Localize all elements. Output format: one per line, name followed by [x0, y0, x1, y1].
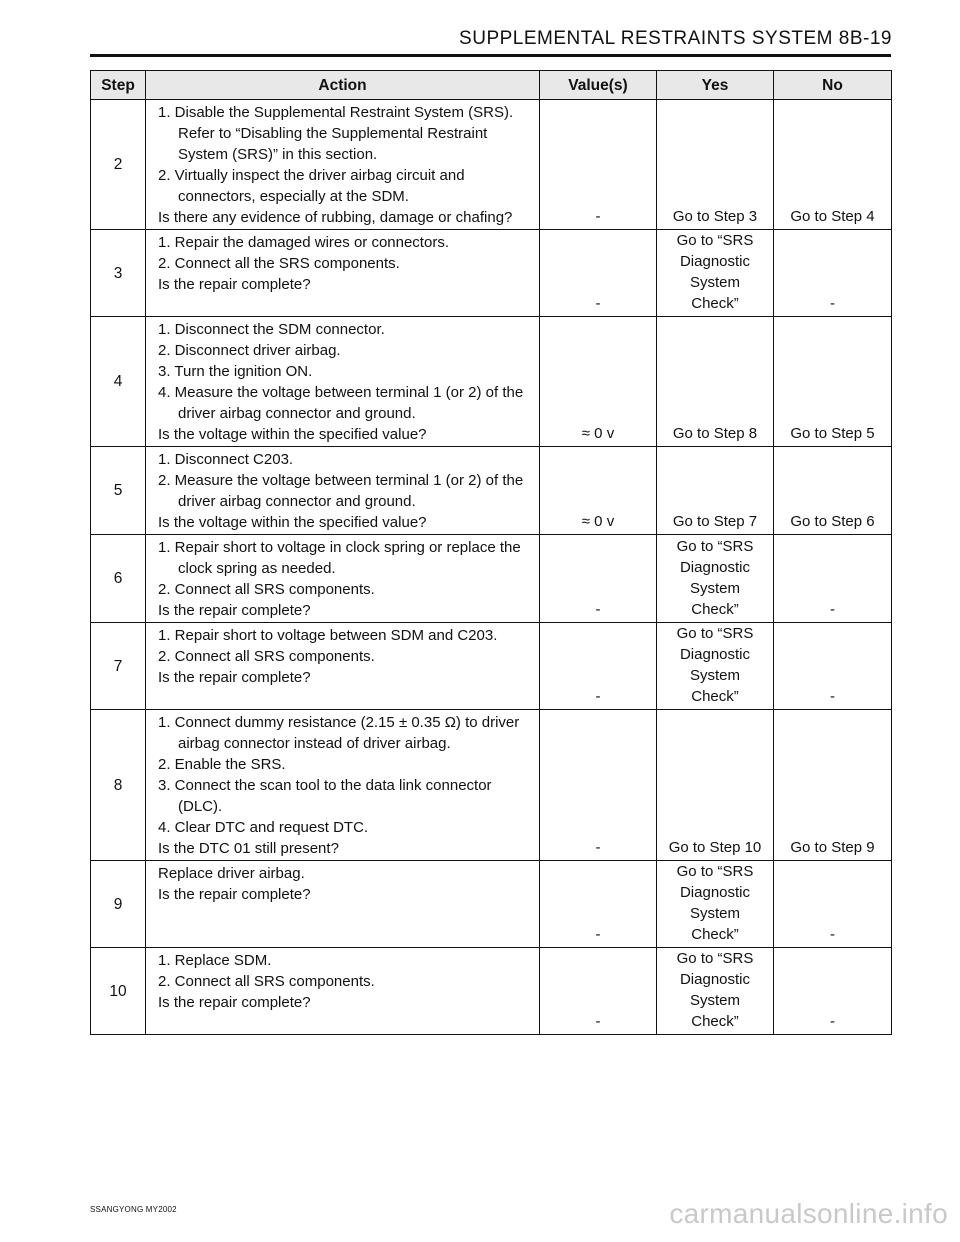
column-header-yes: Yes [657, 71, 774, 100]
table-row [91, 623, 892, 710]
action-item: 1. Repair short to voltage in clock spring or replace the clock spring as needed. [158, 539, 521, 577]
action-item: 2. Connect all SRS components. [158, 648, 375, 665]
value-cell: - [540, 948, 657, 1035]
action-question: Is the voltage within the specified value? [158, 426, 427, 443]
value-cell: - [540, 861, 657, 948]
action-cell [146, 100, 540, 230]
action-item: 2. Disconnect driver airbag. [158, 342, 341, 359]
table-row [91, 535, 892, 623]
yes-outcome: Go to “SRS Diagnostic System Check” [676, 538, 754, 618]
table-row [91, 317, 892, 447]
action-question: Is the voltage within the specified value? [158, 514, 427, 531]
action-item: 1. Repair the damaged wires or connectors. [158, 234, 449, 251]
table-row [91, 230, 892, 317]
column-header-no: No [774, 71, 892, 100]
action-question: Is the repair complete? [158, 669, 311, 686]
step-number: 7 [91, 623, 146, 710]
table-row [91, 710, 892, 861]
action-item: 3. Connect the scan tool to the data link connector (DLC). [158, 777, 492, 815]
no-cell: - [774, 948, 892, 1035]
action-item: 2. Measure the voltage between terminal 1 (or 2) of the driver airbag connector and ground. [158, 472, 524, 510]
table-row [91, 948, 892, 1035]
step-number: 2 [91, 100, 146, 230]
no-cell: - [774, 230, 892, 317]
yes-cell [657, 447, 774, 535]
column-header-step: Step [91, 71, 146, 100]
action-item: 2. Enable the SRS. [158, 756, 286, 773]
column-header-values: Value(s) [540, 71, 657, 100]
value-cell: - [540, 535, 657, 623]
action-cell [146, 861, 540, 948]
yes-outcome: Go to Step 8 [672, 425, 758, 442]
action-cell [146, 710, 540, 861]
action-item: 2. Connect all SRS components. [158, 581, 375, 598]
yes-outcome: Go to Step 10 [668, 839, 762, 856]
step-number: 10 [91, 948, 146, 1035]
action-question: Is the DTC 01 still present? [158, 840, 339, 857]
yes-outcome: Go to “SRS Diagnostic System Check” [676, 950, 754, 1030]
action-item: 4. Clear DTC and request DTC. [158, 819, 369, 836]
action-question: Is the repair complete? [158, 994, 311, 1011]
header-divider [90, 54, 891, 57]
yes-outcome: Go to “SRS Diagnostic System Check” [676, 232, 754, 312]
no-cell: - [774, 623, 892, 710]
yes-cell [657, 948, 774, 1035]
value-cell: ≈ 0 v [540, 317, 657, 447]
no-cell: Go to Step 9 [774, 710, 892, 861]
yes-cell [657, 100, 774, 230]
table-row [91, 447, 892, 535]
action-cell [146, 317, 540, 447]
step-number: 5 [91, 447, 146, 535]
action-item: 1. Repair short to voltage between SDM and C203. [158, 627, 498, 644]
action-item: 2. Connect all SRS components. [158, 973, 375, 990]
yes-outcome: Go to Step 3 [672, 208, 758, 225]
action-question: Is the repair complete? [158, 886, 311, 903]
value-cell: - [540, 623, 657, 710]
table-row [91, 100, 892, 230]
no-cell: - [774, 535, 892, 623]
yes-cell [657, 230, 774, 317]
diagnostic-steps-table [90, 70, 892, 1035]
action-cell [146, 230, 540, 317]
action-item: Replace driver airbag. [158, 865, 305, 882]
action-item: 2. Virtually inspect the driver airbag circuit and connectors, especially at the SDM. [158, 167, 465, 205]
step-number: 6 [91, 535, 146, 623]
action-question: Is the repair complete? [158, 276, 311, 293]
no-cell: Go to Step 6 [774, 447, 892, 535]
action-item: 4. Measure the voltage between terminal 1 (or 2) of the driver airbag connector and ground. [158, 384, 524, 422]
value-cell: - [540, 230, 657, 317]
table-header-row [91, 71, 892, 100]
step-number: 3 [91, 230, 146, 317]
no-cell: Go to Step 5 [774, 317, 892, 447]
yes-outcome: Go to Step 7 [672, 513, 758, 530]
yes-cell [657, 317, 774, 447]
yes-cell [657, 535, 774, 623]
footer-model-label: SSANGYONG MY2002 [90, 1205, 177, 1214]
action-item: 1. Connect dummy resistance (2.15 ± 0.35 Ω) to driver airbag connector instead of driver airbag. [158, 714, 520, 752]
yes-cell [657, 861, 774, 948]
value-cell: - [540, 710, 657, 861]
page-title: SUPPLEMENTAL RESTRAINTS SYSTEM 8B-19 [459, 28, 892, 49]
action-cell [146, 447, 540, 535]
yes-outcome: Go to “SRS Diagnostic System Check” [676, 863, 754, 943]
value-cell: - [540, 100, 657, 230]
yes-outcome: Go to “SRS Diagnostic System Check” [676, 625, 754, 705]
column-header-action: Action [146, 71, 540, 100]
value-cell: ≈ 0 v [540, 447, 657, 535]
watermark: carmanualsonline.info [669, 1198, 948, 1229]
action-item: 1. Disable the Supplemental Restraint System (SRS). Refer to “Disabling the Supplemental Restraint System (SRS)” in this section. [158, 104, 514, 163]
action-question: Is there any evidence of rubbing, damage or chafing? [158, 209, 513, 226]
yes-cell [657, 623, 774, 710]
action-cell [146, 948, 540, 1035]
action-item: 2. Connect all the SRS components. [158, 255, 400, 272]
action-cell [146, 535, 540, 623]
no-cell: Go to Step 4 [774, 100, 892, 230]
table-row [91, 861, 892, 948]
action-item: 1. Disconnect the SDM connector. [158, 321, 385, 338]
action-cell [146, 623, 540, 710]
action-item: 1. Replace SDM. [158, 952, 272, 969]
yes-cell [657, 710, 774, 861]
step-number: 9 [91, 861, 146, 948]
action-item: 1. Disconnect C203. [158, 451, 294, 468]
no-cell: - [774, 861, 892, 948]
step-number: 4 [91, 317, 146, 447]
action-item: 3. Turn the ignition ON. [158, 363, 313, 380]
step-number: 8 [91, 710, 146, 861]
action-question: Is the repair complete? [158, 602, 311, 619]
